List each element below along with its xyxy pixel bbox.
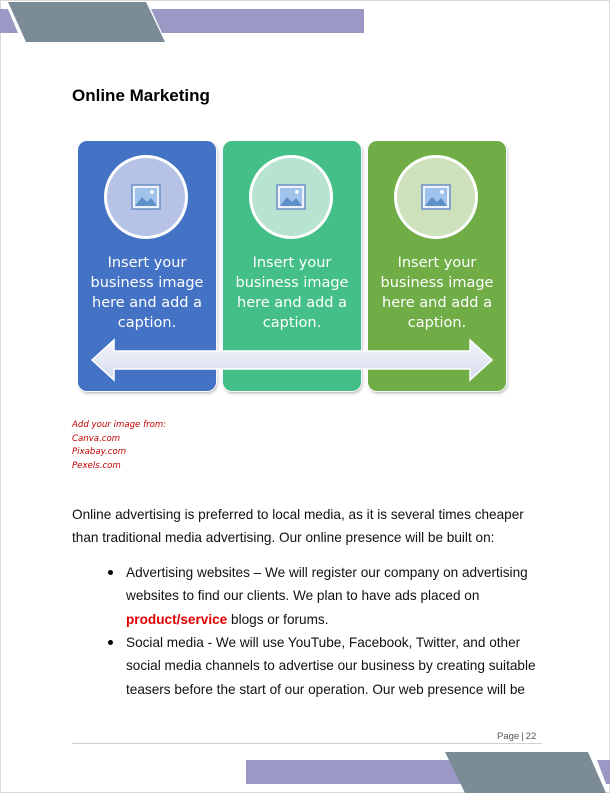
section-heading: Online Marketing xyxy=(72,86,210,105)
image-placeholder-circle[interactable] xyxy=(104,155,188,239)
panel-caption: Insert your business image here and add a caption. xyxy=(380,255,494,331)
source-link-pixabay[interactable]: Pixabay.com xyxy=(72,447,127,457)
double-headed-arrow xyxy=(90,338,495,382)
image-placeholder-circle[interactable] xyxy=(394,155,478,239)
source-link-pexels[interactable]: Pexels.com xyxy=(72,460,121,471)
footer-decoration xyxy=(240,752,610,793)
intro-paragraph: Online advertising is preferred to local media, as it is several times cheaper than traditional media advertising. Our online presence will be built on: xyxy=(72,507,524,546)
bullet-item xyxy=(72,631,542,701)
panel-caption: Insert your business image here and add a caption. xyxy=(90,255,204,331)
image-smartart xyxy=(74,138,510,396)
image-placeholder-circle[interactable] xyxy=(249,155,333,239)
page-number-value: 22 xyxy=(525,731,537,742)
bullet-icon xyxy=(108,570,113,575)
image-sources-note xyxy=(72,419,166,473)
page-label: Page xyxy=(497,731,520,742)
panel-caption: Insert your business image here and add a caption. xyxy=(235,255,349,331)
bullet-text: Social media - We will use YouTube, Facebook, Twitter, and other social media channels to advertise our business by creating suitable teasers before the start of our operation. Our web presence will be xyxy=(126,635,536,697)
page-separator: | xyxy=(521,731,524,742)
picture-placeholder-icon xyxy=(131,184,161,210)
bullet-text-end: blogs or forums. xyxy=(227,611,329,627)
bullet-list xyxy=(72,561,542,701)
footer-divider xyxy=(72,743,542,744)
highlight-placeholder: product/service xyxy=(126,611,228,627)
image-sources-label: Add your image from: xyxy=(72,420,167,430)
source-link-canva[interactable]: Canva.com xyxy=(72,433,121,444)
body-text xyxy=(72,503,542,701)
page-number xyxy=(497,731,536,742)
header-decoration xyxy=(0,0,370,46)
picture-placeholder-icon xyxy=(421,184,451,210)
bullet-icon xyxy=(108,640,113,645)
picture-placeholder-icon xyxy=(276,184,306,210)
bullet-item xyxy=(72,561,542,631)
bullet-text: Advertising websites – We will register our company on advertising websites to find our clients. We plan to have ads placed on xyxy=(126,564,528,604)
